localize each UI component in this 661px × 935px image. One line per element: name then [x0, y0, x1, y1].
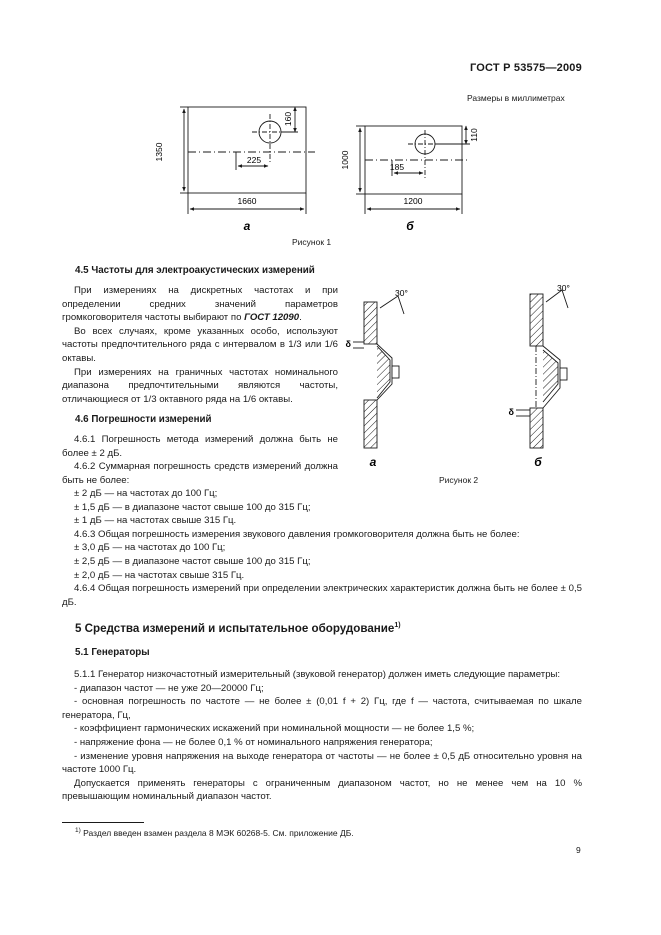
- fig1a-height-dim: 1350: [154, 142, 164, 162]
- fig2b-angle: 30°: [557, 283, 570, 293]
- paragraph: 4.6.4 Общая погрешность измерений при определении электрических характеристик должна быть не более ± 0,5 дБ.: [62, 583, 582, 608]
- fig2a-thickness: δ: [345, 339, 351, 349]
- gost-reference: ГОСТ 12090: [244, 312, 300, 324]
- section-4-6-body-narrow: [62, 433, 338, 487]
- list-item: ± 1 дБ — на частотах свыше 315 Гц.: [74, 515, 237, 527]
- fig2b-thickness: δ: [508, 407, 514, 417]
- figure-1-caption: Рисунок 1: [292, 237, 332, 247]
- figure-1: [140, 100, 480, 250]
- figure-2-caption: Рисунок 2: [439, 475, 479, 485]
- footnote-mark: 1): [394, 622, 401, 630]
- page-number: 9: [576, 845, 581, 855]
- fig1a-hole-offset-dim: 225: [246, 155, 262, 165]
- paragraph: 4.6.2 Суммарная погрешность средств измерений должна быть не более:: [62, 461, 338, 486]
- section-4-5-title: 4.5 Частоты для электроакустических измерений: [75, 265, 315, 276]
- list-item: ± 2,0 дБ — на частотах свыше 315 Гц.: [74, 569, 245, 581]
- footnote-divider: [62, 822, 144, 823]
- section-5-1-title: 5.1 Генераторы: [75, 647, 150, 658]
- paragraph: Во всех случаях, кроме указанных особо, используют частоты предпочтительного ряда с интервалом в 1/3 или 1/6 октавы.: [62, 325, 338, 364]
- paragraph: 4.6.3 Общая погрешность измерения звукового давления громкоговорителя должна быть не более:: [74, 528, 520, 540]
- paragraph: При измерениях на граничных частотах номинального диапазона предпочтительными являются частоты, отличающиеся от 1/3 октавного ряда на 1/6 октавы.: [62, 366, 338, 405]
- list-item: ± 3,0 дБ — на частотах до 100 Гц;: [74, 542, 226, 554]
- figure-2: [340, 280, 580, 470]
- paragraph: 4.6.1 Погрешность метода измерений должна быть не более ± 2 дБ.: [62, 434, 338, 459]
- fig1b-hole-top-dim: 110: [469, 128, 479, 142]
- footnote-number: 1): [75, 827, 81, 834]
- figure-2a-drawing: [353, 296, 404, 448]
- fig1b-label: б: [406, 219, 414, 233]
- units-note: Размеры в миллиметрах: [467, 93, 565, 103]
- paragraph: При измерениях на дискретных частотах и при определении средних значений параметров громкоговорителя частоты выбирают по ГОСТ 12090.: [62, 285, 338, 324]
- section-5-title: 5 Средства измерений и испытательное оборудование$^{1)}$: [75, 622, 401, 635]
- section-5-1-body: [62, 668, 582, 804]
- section-4-6-body-wide: [62, 487, 582, 609]
- fig2b-label: б: [534, 455, 542, 469]
- list-item: - основная погрешность по частоте — не более ± (0,01 f + 2) Гц, где f — частота, считываемая по шкале генератора, Гц,: [62, 696, 582, 721]
- list-item: - изменение уровня напряжения на выходе генератора от частоты — не более ± 0,5 дБ относительно уровня на частоте 1000 Гц.: [62, 750, 582, 776]
- figure-2b-drawing: [516, 290, 568, 448]
- fig2a-label: а: [369, 455, 377, 469]
- footnote: [75, 827, 354, 838]
- list-item: - напряжение фона — не более 0,1 % от номинального напряжения генератора;: [74, 736, 433, 748]
- paragraph: 5.1.1 Генератор низкочастотный измерительный (звуковой генератор) должен иметь следующие параметры:: [74, 669, 561, 680]
- list-item: - коэффициент гармонических искажений при номинальной мощности — не более 1,5 %;: [74, 723, 475, 735]
- paragraph: Допускается применять генераторы с ограниченным диапазоном частот, но не менее чем на 10 % превышающим номинальный диапазон частот.: [62, 777, 582, 803]
- fig1b-height-dim: 1000: [340, 150, 350, 170]
- section-4-5-body: [62, 284, 338, 406]
- fig1a-label: а: [243, 219, 251, 233]
- list-item: ± 1,5 дБ — в диапазоне частот свыше 100 до 315 Гц;: [74, 501, 311, 513]
- footnote-text: Раздел введен взамен раздела 8 МЭК 60268-5. См. приложение ДБ.: [83, 827, 354, 838]
- document-code: ГОСТ Р 53575—2009: [470, 62, 582, 74]
- list-item: ± 2,5 дБ — в диапазоне частот свыше 100 до 315 Гц;: [74, 555, 311, 567]
- fig1a-width-dim: 1660: [237, 196, 257, 206]
- fig2a-angle: 30°: [395, 288, 408, 298]
- list-item: ± 2 дБ — на частотах до 100 Гц;: [74, 488, 218, 499]
- fig1b-hole-offset-dim: 185: [389, 162, 405, 172]
- section-4-6-title: 4.6 Погрешности измерений: [75, 414, 212, 425]
- fig1a-hole-top-dim: 160: [283, 111, 293, 127]
- fig1b-width-dim: 1200: [403, 196, 423, 206]
- list-item: - диапазон частот — не уже 20—20000 Гц;: [74, 682, 264, 694]
